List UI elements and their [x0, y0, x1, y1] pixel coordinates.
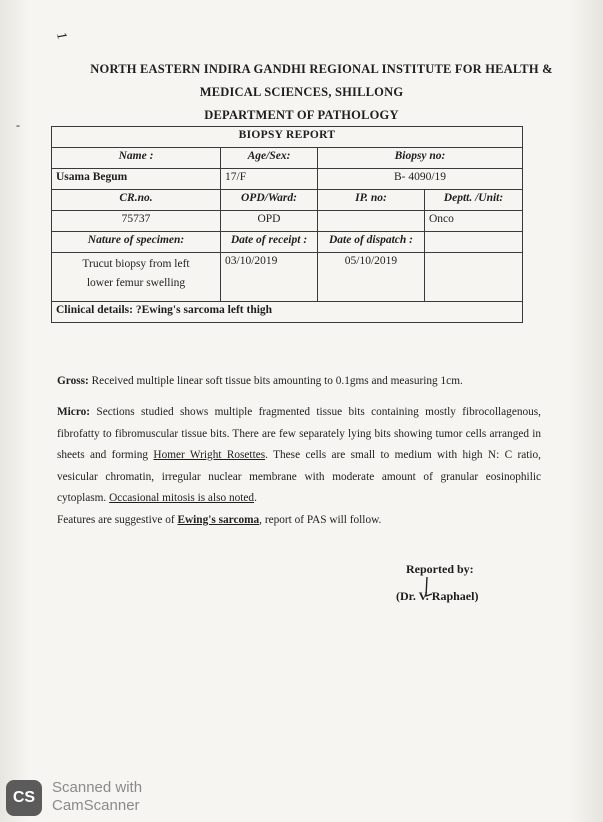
- scanned-with-text: Scanned with: [52, 779, 143, 796]
- age-sex-label: Age/Sex:: [221, 148, 318, 169]
- micro-section: [57, 402, 541, 531]
- camscanner-label: [52, 779, 142, 815]
- micro-text-3: .: [254, 492, 257, 504]
- institute-location: MEDICAL SCIENCES, SHILLONG: [199, 85, 404, 99]
- dept-unit-value: Onco: [425, 211, 523, 232]
- ip-no-value: [318, 211, 425, 232]
- gross-label: Gross:: [57, 375, 89, 387]
- ip-no-label: IP. no:: [318, 190, 425, 211]
- age-sex-value: 17/F: [221, 169, 318, 190]
- corner-mark: 1: [52, 31, 69, 41]
- receipt-label: Date of receipt :: [221, 232, 318, 253]
- nature-label: Nature of specimen:: [52, 232, 221, 253]
- margin-mark: -: [16, 118, 20, 132]
- micro-label: Micro:: [57, 406, 91, 418]
- cr-no-value: 75737: [52, 211, 221, 232]
- opd-ward-label: OPD/Ward:: [221, 190, 318, 211]
- rosettes-text: Homer Wright Rosettes: [153, 449, 266, 461]
- features-post: , report of PAS will follow.: [259, 513, 382, 526]
- empty-cell: [425, 253, 523, 302]
- gross-text: Received multiple linear soft tissue bits amounting to 0.1gms and measuring 1cm.: [91, 375, 463, 387]
- opd-ward-value: OPD: [221, 211, 318, 232]
- clinical-details: Clinical details: ?Ewing's sarcoma left thigh: [52, 302, 523, 323]
- features-pre: Features are suggestive of: [57, 513, 178, 526]
- nature-value: [52, 253, 221, 302]
- doctor-name: (Dr. V. Raphael): [396, 589, 479, 603]
- institute-name: NORTH EASTERN INDIRA GANDHI REGIONAL INSTITUTE FOR HEALTH &: [90, 62, 553, 76]
- biopsy-report-table: [51, 126, 523, 323]
- mitosis-text: Occasional mitosis is also noted: [109, 492, 255, 504]
- camscanner-text: CamScanner: [52, 797, 140, 814]
- receipt-value: 03/10/2019: [221, 253, 318, 302]
- empty-cell: [425, 232, 523, 253]
- micro-text-2: . These cells are small to medium with high N: C ratio, vesicular chromatin, irregular nuclear membrane with moderate amount of granular eosinophilic cytoplasm.: [57, 449, 541, 504]
- department-name: DEPARTMENT OF PATHOLOGY: [204, 108, 399, 122]
- patient-name: Usama Begum: [52, 169, 221, 190]
- dispatch-value: 05/10/2019: [318, 253, 425, 302]
- nature-line-1: Trucut biopsy from left: [82, 258, 190, 270]
- biopsy-no-label: Biopsy no:: [318, 148, 523, 169]
- micro-text-1: Sections studied shows multiple fragmented tissue bits containing mostly fibrocollagenous, fibrofatty to fibromuscular tissue bits. There are few separately lying bits showing tumor cells arranged in sheets and forming: [57, 406, 541, 461]
- diagnosis-text: Ewing's sarcoma: [177, 513, 260, 526]
- report-title: BIOPSY REPORT: [52, 127, 523, 148]
- gross-section: [57, 371, 541, 393]
- dispatch-label: Date of dispatch :: [318, 232, 425, 253]
- name-label: Name :: [52, 148, 221, 169]
- dept-unit-label: Deptt. /Unit:: [425, 190, 523, 211]
- cr-no-label: CR.no.: [52, 190, 221, 211]
- nature-line-2: lower femur swelling: [86, 277, 186, 289]
- biopsy-no-value: B- 4090/19: [318, 169, 523, 190]
- camscanner-logo-icon: CS: [6, 780, 42, 816]
- reported-by-label: Reported by:: [406, 562, 474, 576]
